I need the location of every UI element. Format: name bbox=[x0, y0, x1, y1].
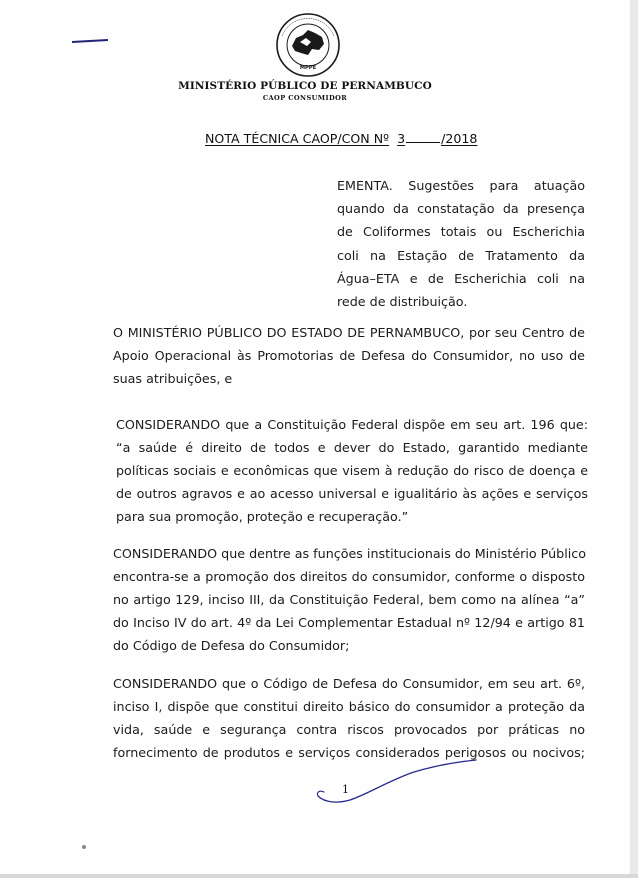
ementa-line: coli na Estação de Tratamento da bbox=[337, 247, 585, 263]
document-title bbox=[205, 130, 477, 146]
ementa-block bbox=[337, 174, 585, 313]
text-line: CONSIDERANDO que a Constituição Federal dispõe em seu art. 196 que: bbox=[116, 417, 588, 432]
page-number: 1 bbox=[342, 783, 349, 796]
department-name: CAOP CONSUMIDOR bbox=[262, 94, 348, 102]
text-line: do Código de Defesa do Consumidor; bbox=[113, 637, 350, 653]
text-line: CONSIDERANDO que dentre as funções institucionais do Ministério Público bbox=[113, 546, 586, 561]
text-line: inciso I, dispõe que constitui direito básico do consumidor a proteção da bbox=[113, 698, 585, 714]
text-line: de outros agravos e ao acesso universal e igualitário às ações e serviços bbox=[116, 485, 588, 501]
paragraph-considerando-3 bbox=[113, 673, 585, 765]
title-prefix: NOTA TÉCNICA CAOP/CON Nº bbox=[205, 131, 390, 146]
pen-mark bbox=[72, 39, 108, 43]
text-line: encontra-se a promoção dos direitos do consumidor, conforme o disposto bbox=[113, 568, 585, 584]
text-line: fornecimento de produtos e serviços considerados perigosos ou nocivos; bbox=[113, 744, 585, 760]
title-number: 3 bbox=[397, 131, 406, 146]
text-line: O MINISTÉRIO PÚBLICO DO ESTADO DE PERNAMBUCO, por seu Centro de bbox=[113, 325, 585, 340]
organization-name: MINISTÉRIO PÚBLICO DE PERNAMBUCO bbox=[178, 80, 432, 92]
svg-text:MPPE: MPPE bbox=[299, 65, 317, 71]
ementa-line: quando da constatação da presença bbox=[337, 201, 585, 217]
text-line: “a saúde é direito de todos e dever do Estado, garantido mediante bbox=[116, 439, 588, 455]
text-line: Apoio Operacional às Promotorias de Defesa do Consumidor, no uso de bbox=[113, 347, 585, 363]
text-line: suas atribuições, e bbox=[113, 370, 233, 386]
ementa-line: Água–ETA e de Escherichia coli na bbox=[337, 270, 585, 286]
paragraph-considerando-1 bbox=[116, 414, 588, 529]
ementa-line: de Coliformes totais ou Escherichia bbox=[337, 224, 585, 240]
text-line: do Inciso IV do art. 4º da Lei Complementar Estadual nº 12/94 e artigo 81 bbox=[113, 614, 585, 630]
scan-edge-bottom bbox=[0, 874, 638, 878]
scan-speck bbox=[82, 845, 86, 849]
text-line: para sua promoção, proteção e recuperação.” bbox=[116, 508, 409, 524]
text-line: CONSIDERANDO que o Código de Defesa do Consumidor, em seu art. 6º, bbox=[113, 676, 585, 691]
title-blank-line bbox=[406, 130, 440, 143]
ementa-line: rede de distribuição. bbox=[337, 294, 468, 310]
text-line: no artigo 129, inciso III, da Constituição Federal, bem como na alínea “a” bbox=[113, 591, 585, 607]
scan-edge-right bbox=[630, 0, 638, 878]
ementa-line: EMENTA. Sugestões para atuação bbox=[337, 178, 585, 193]
text-line: políticas sociais e econômicas que visem à redução do risco de doença e bbox=[116, 462, 588, 478]
text-line: vida, saúde e segurança contra riscos provocados por práticas no bbox=[113, 721, 585, 737]
mppe-seal-icon bbox=[270, 12, 346, 78]
paragraph-considerando-2 bbox=[113, 543, 585, 658]
handwritten-signature-icon bbox=[310, 756, 480, 816]
title-year: /2018 bbox=[441, 131, 478, 146]
paragraph-preamble bbox=[113, 322, 585, 391]
